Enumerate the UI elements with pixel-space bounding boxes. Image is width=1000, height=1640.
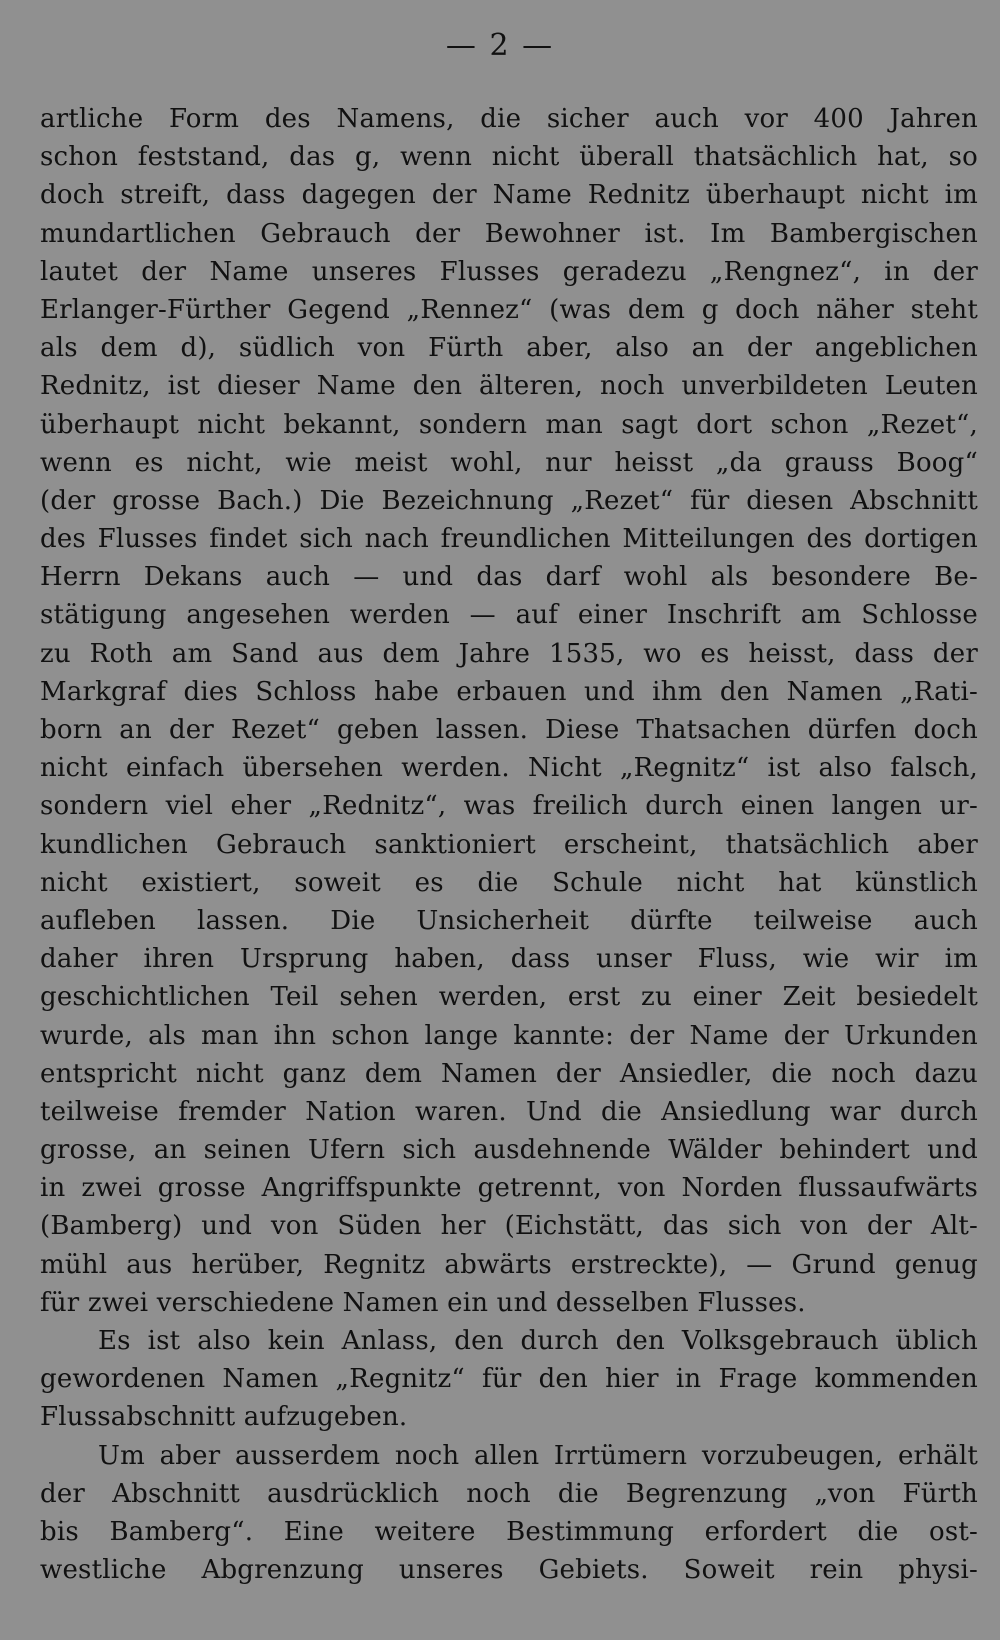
body-text xyxy=(40,100,978,1589)
text-line: zu Roth am Sand aus dem Jahre 1535, wo es heisst, dass der xyxy=(40,638,978,669)
text-line: grosse, an seinen Ufern sich ausdehnende Wälder behindert und xyxy=(40,1135,978,1166)
text-line: kundlichen Gebrauch sanktioniert erscheint, thatsächlich aber xyxy=(40,829,978,860)
text-line: Um aber ausserdem noch allen Irrtümern vorzubeugen, erhält xyxy=(98,1440,978,1471)
text-line: mundartlichen Gebrauch der Bewohner ist. Im Bambergischen xyxy=(40,218,978,249)
text-line: des Flusses findet sich nach freundlichen Mitteilungen des dortigen xyxy=(40,524,978,555)
text-line: schon feststand, das g, wenn nicht überall thatsächlich hat, so xyxy=(40,142,978,173)
text-line: sondern viel eher „Rednitz“, was freilich durch einen langen ur- xyxy=(40,791,978,822)
text-line: entspricht nicht ganz dem Namen der Ansiedler, die noch dazu xyxy=(40,1058,978,1089)
text-line: nicht einfach übersehen werden. Nicht „Regnitz“ ist also falsch, xyxy=(40,753,978,784)
text-line: lautet der Name unseres Flusses geradezu „Rengnez“, in der xyxy=(40,256,978,287)
text-line: gewordenen Namen „Regnitz“ für den hier in Frage kommenden xyxy=(40,1364,978,1395)
text-line: daher ihren Ursprung haben, dass unser Fluss, wie wir im xyxy=(40,944,978,975)
text-line: (Bamberg) und von Süden her (Eichstätt, das sich von der Alt- xyxy=(40,1211,978,1242)
text-line: artliche Form des Namens, die sicher auch vor 400 Jahren xyxy=(40,104,978,134)
text-line: Herrn Dekans auch — und das darf wohl als besondere Be- xyxy=(40,562,978,593)
text-line: aufleben lassen. Die Unsicherheit dürfte teilweise auch xyxy=(40,905,978,936)
text-line: wurde, als man ihn schon lange kannte: der Name der Urkunden xyxy=(40,1020,978,1051)
text-line: überhaupt nicht bekannt, sondern man sagt dort schon „Rezet“, xyxy=(40,409,978,440)
text-line: westliche Abgrenzung unseres Gebiets. Soweit rein physi- xyxy=(40,1555,978,1586)
text-line: stätigung angesehen werden — auf einer Inschrift am Schlosse xyxy=(40,600,978,631)
text-line: doch streift, dass dagegen der Name Rednitz überhaupt nicht im xyxy=(40,180,978,211)
text-line: nicht existiert, soweit es die Schule nicht hat künstlich xyxy=(40,867,978,898)
text-line: geschichtlichen Teil sehen werden, erst zu einer Zeit besiedelt xyxy=(40,982,978,1013)
text-line: der Abschnitt ausdrücklich noch die Begrenzung „von Fürth xyxy=(40,1478,978,1509)
text-line: teilweise fremder Nation waren. Und die Ansiedlung war durch xyxy=(40,1096,978,1127)
text-line: mühl aus herüber, Regnitz abwärts erstreckte), — Grund genug xyxy=(40,1249,978,1280)
text-line: wenn es nicht, wie meist wohl, nur heisst „da grauss Boog“ xyxy=(40,447,978,478)
text-line: born an der Rezet“ geben lassen. Diese Thatsachen dürfen doch xyxy=(40,715,978,745)
text-line: als dem d), südlich von Fürth aber, also an der angeblichen xyxy=(40,333,978,364)
text-line: Markgraf dies Schloss habe erbauen und ihm den Namen „Rati- xyxy=(40,676,978,707)
text-line: Rednitz, ist dieser Name den älteren, noch unverbildeten Leuten xyxy=(40,371,978,402)
text-line: (der grosse Bach.) Die Bezeichnung „Rezet“ für diesen Abschnitt xyxy=(40,485,978,516)
text-line: bis Bamberg“. Eine weitere Bestimmung erfordert die ost- xyxy=(40,1516,978,1547)
text-line: für zwei verschiedene Namen ein und desselben Flusses. xyxy=(40,1287,806,1318)
page-number: — 2 — xyxy=(445,28,555,63)
text-line: Erlanger-Fürther Gegend „Rennez“ (was dem g doch näher steht xyxy=(40,294,978,325)
text-line: in zwei grosse Angriffspunkte getrennt, von Norden flussaufwärts xyxy=(40,1173,978,1204)
text-line: Flussabschnitt aufzugeben. xyxy=(40,1402,408,1433)
text-line: Es ist also kein Anlass, den durch den Volksgebrauch üblich xyxy=(98,1326,978,1356)
